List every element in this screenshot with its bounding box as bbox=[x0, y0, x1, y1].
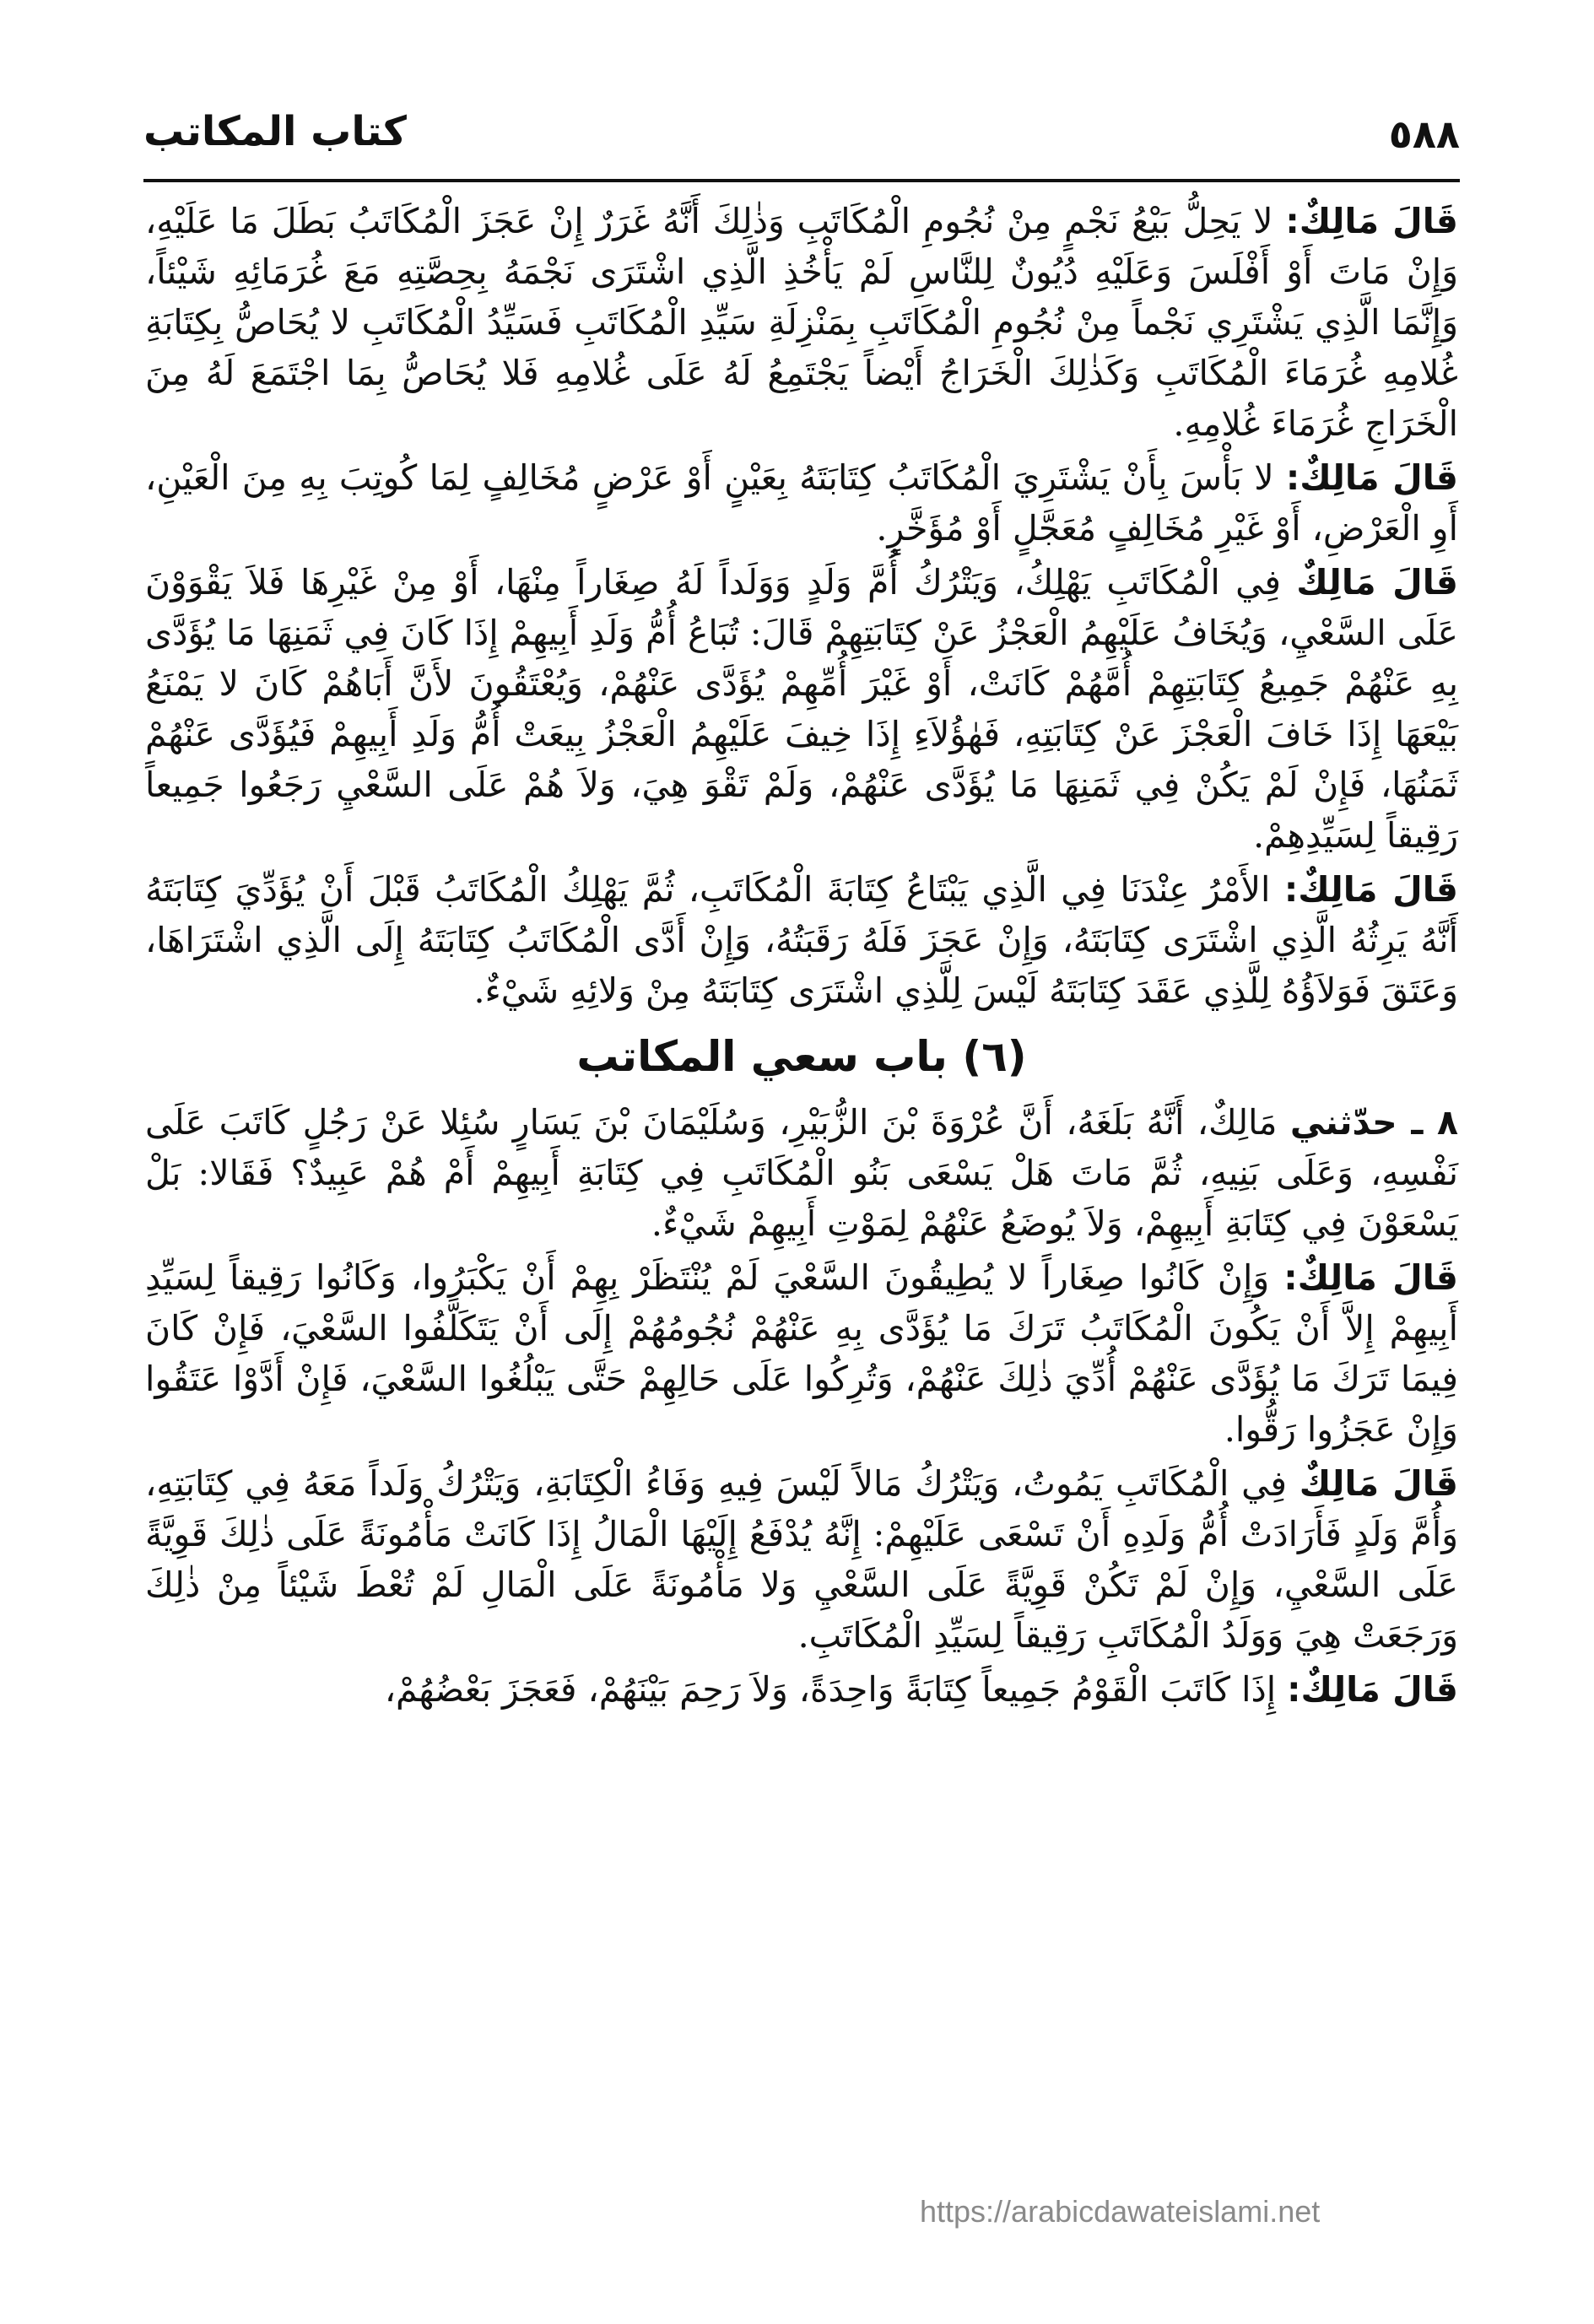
paragraph bbox=[145, 1664, 1458, 1715]
page-header bbox=[143, 108, 1460, 176]
paragraph-label: قَالَ مَالِكٌ: bbox=[1287, 1669, 1458, 1710]
running-title: كتاب المكاتب bbox=[143, 108, 407, 155]
header-rule bbox=[143, 179, 1460, 182]
paragraph-label: قَالَ مَالِكٌ: bbox=[1283, 1257, 1458, 1298]
body-text bbox=[145, 196, 1458, 1718]
paragraph-text: الأَمْرُ عِنْدَنَا فِي الَّذِي يَبْتَاعُ كِتَابَةَ الْمُكَاتَبِ، ثُمَّ يَهْلِكُ الْمُكَاتَبُ قَبْلَ أَنْ يُؤَدِّيَ كِتَابَتَهُ أَنَّهُ يَرِثُهُ الَّذِي اشْتَرَى كِتَابَتَهُ، وَإِنْ عَجَزَ فَلَهُ رَقَبَتُهُ، وَإِنْ أَدَّى الْمُكَاتَبُ كِتَابَتَهُ إِلَى الَّذِي اشْتَرَاهَا، وَعَتَقَ فَوَلاَؤُهُ لِلَّذِي عَقَدَ كِتَابَتَهُ لَيْسَ لِلَّذِي اشْتَرَى كِتَابَتَهُ مِنْ وَلائِهِ شَيْءٌ. bbox=[145, 869, 1458, 1011]
paragraph-label: قَالَ مَالِكٌ: bbox=[1285, 201, 1458, 241]
paragraph bbox=[145, 1097, 1458, 1249]
watermark-url: https://arabicdawateislami.net bbox=[920, 2194, 1321, 2229]
paragraph bbox=[145, 1252, 1458, 1455]
paragraph-label: قَالَ مَالِكٌ bbox=[1299, 1463, 1458, 1504]
paragraph bbox=[145, 864, 1458, 1016]
paragraph-text: مَالِكٌ، أَنَّهُ بَلَغَهُ، أَنَّ عُرْوَةَ بْنَ الزُّبَيْرِ، وَسُلَيْمَانَ بْنَ يَسَارٍ سُئِلا عَنْ رَجُلٍ كَاتَبَ عَلَى نَفْسِهِ، وَعَلَى بَنِيهِ، ثُمَّ مَاتَ هَلْ يَسْعَى بَنُو الْمُكَاتَبِ فِي كِتَابَةِ أَبِيهِمْ أَمْ هُمْ عَبِيدٌ؟ فَقَالا: بَلْ يَسْعَوْنَ فِي كِتَابَةِ أَبِيهِمْ، وَلاَ يُوضَعُ عَنْهُمْ لِمَوْتِ أَبِيهِمْ شَيْءٌ. bbox=[145, 1102, 1458, 1244]
paragraph-text: وَإِنْ كَانُوا صِغَاراً لا يُطِيقُونَ السَّعْيَ لَمْ يُنْتَظَرْ بِهِمْ أَنْ يَكْبَرُوا، وَكَانُوا رَقِيقاً لِسَيِّدِ أَبِيهِمْ إِلاَّ أَنْ يَكُونَ الْمُكَاتَبُ تَرَكَ مَا يُؤَدَّى بِهِ عَنْهُمْ نُجُومُهُمْ إِلَى أَنْ يَتَكَلَّفُوا السَّعْيَ، فَإِنْ كَانَ فِيمَا تَرَكَ مَا يُؤَدَّى عَنْهُمْ أُدِّيَ ذٰلِكَ عَنْهُمْ، وَتُرِكُوا عَلَى حَالِهِمْ حَتَّى يَبْلُغُوا السَّعْيَ، فَإِنْ أَدَّوْا عَتَقُوا وَإِنْ عَجَزُوا رَقُّوا. bbox=[145, 1257, 1458, 1450]
section-heading: (٦) باب سعي المكاتب bbox=[576, 1032, 1027, 1081]
paragraph-text: لا يَحِلُّ بَيْعُ نَجْمٍ مِنْ نُجُومِ الْمُكَاتَبِ وَذٰلِكَ أَنَّهُ غَرَرٌ إِنْ عَجَزَ الْمُكَاتَبُ بَطَلَ مَا عَلَيْهِ، وَإِنْ مَاتَ أَوْ أَفْلَسَ وَعَلَيْهِ دُيُونٌ لِلنَّاسِ لَمْ يَأْخُذِ الَّذِي اشْتَرَى نَجْمَهُ بِحِصَّتِهِ مَعَ غُرَمَائِهِ شَيْئاً، وَإِنَّمَا الَّذِي يَشْتَرِي نَجْماً مِنْ نُجُومِ الْمُكَاتَبِ بِمَنْزِلَةِ سَيِّدِ الْمُكَاتَبِ فَسَيِّدُ الْمُكَاتَبِ لا يُحَاصُّ بِكِتَابَةِ غُلامِهِ غُرَمَاءَ الْمُكَاتَبِ وَكَذٰلِكَ الْخَرَاجُ أَيْضاً يَجْتَمِعُ لَهُ عَلَى غُلامِهِ فَلا يُحَاصُّ بِمَا اجْتَمَعَ لَهُ مِنَ الْخَرَاجِ غُرَمَاءَ غُلامِهِ. bbox=[145, 201, 1458, 444]
paragraph-label: قَالَ مَالِكٌ bbox=[1296, 562, 1458, 603]
paragraph-label: قَالَ مَالِكٌ: bbox=[1283, 869, 1458, 910]
paragraph bbox=[145, 1458, 1458, 1661]
paragraph bbox=[145, 196, 1458, 449]
paragraph-text: فِي الْمُكَاتَبِ يَهْلِكُ، وَيَتْرُكُ أُمَّ وَلَدٍ وَوَلَداً لَهُ صِغَاراً مِنْهَا، أَوْ مِنْ غَيْرِهَا فَلاَ يَقْوَوْنَ عَلَى السَّعْيِ، وَيُخَافُ عَلَيْهِمُ الْعَجْزُ عَنْ كِتَابَتِهِمْ قَالَ: تُبَاعُ أُمُّ وَلَدِ أَبِيهِمْ إِذَا كَانَ فِي ثَمَنِهَا مَا يُؤَدَّى بِهِ عَنْهُمْ جَمِيعُ كِتَابَتِهِمْ أُمَّهُمْ كَانَتْ، أَوْ غَيْرَ أُمِّهِمْ يُؤَدَّى عَنْهُمْ، وَيُعْتَقُونَ لأَنَّ أَبَاهُمْ كَانَ لا يَمْنَعُ بَيْعَهَا إِذَا خَافَ الْعَجْزَ عَنْ كِتَابَتِهِ، فَهٰؤُلاَءِ إِذَا خِيفَ عَلَيْهِمُ الْعَجْزُ بِيعَتْ أُمُّ وَلَدِ أَبِيهِمْ فَيُؤَدَّى عَنْهُمْ ثَمَنُهَا، فَإِنْ لَمْ يَكُنْ فِي ثَمَنِهَا مَا يُؤَدَّى عَنْهُمْ، وَلَمْ تَقْوَ هِيَ، وَلاَ هُمْ عَلَى السَّعْيِ رَجَعُوا جَمِيعاً رَقِيقاً لِسَيِّدِهِمْ. bbox=[145, 562, 1458, 856]
paragraph-text: فِي الْمُكَاتَبِ يَمُوتُ، وَيَتْرُكُ مَالاً لَيْسَ فِيهِ وَفَاءُ الْكِتَابَةِ، وَيَتْرُكُ وَلَداً مَعَهُ فِي كِتَابَتِهِ، وَأُمَّ وَلَدٍ فَأَرَادَتْ أُمُّ وَلَدِهِ أَنْ تَسْعَى عَلَيْهِمْ: إِنَّهُ يُدْفَعُ إِلَيْهَا الْمَالُ إِذَا كَانَتْ مَأْمُونَةً عَلَى ذٰلِكَ قَوِيَّةً عَلَى السَّعْيِ، وَإِنْ لَمْ تَكُنْ قَوِيَّةً عَلَى السَّعْيِ وَلا مَأْمُونَةً عَلَى الْمَالِ لَمْ تُعْطَ شَيْئاً مِنْ ذٰلِكَ وَرَجَعَتْ هِيَ وَوَلَدُ الْمُكَاتَبِ رَقِيقاً لِسَيِّدِ الْمُكَاتَبِ. bbox=[145, 1463, 1458, 1656]
paragraph-text: لا بَأْسَ بِأَنْ يَشْتَرِيَ الْمُكَاتَبُ كِتَابَتَهُ بِعَيْنٍ أَوْ عَرْضٍ مُخَالِفٍ لِمَا كُوتِبَ بِهِ مِنَ الْعَيْنِ، أَوِ الْعَرْضِ، أَوْ غَيْرِ مُخَالِفٍ مُعَجَّلٍ أَوْ مُؤَخَّرٍ. bbox=[145, 457, 1458, 549]
paragraph-text: إِذَا كَاتَبَ الْقَوْمُ جَمِيعاً كِتَابَةً وَاحِدَةً، وَلاَ رَحِمَ بَيْنَهُمْ، فَعَجَزَ بَعْضُهُمْ، bbox=[384, 1669, 1288, 1710]
paragraph bbox=[145, 557, 1458, 861]
paragraph bbox=[145, 452, 1458, 554]
paragraph-label: ٨ ـ حدّثني bbox=[1289, 1102, 1458, 1143]
page-number: ٥٨٨ bbox=[1388, 111, 1460, 157]
paragraph-label: قَالَ مَالِكٌ: bbox=[1285, 457, 1458, 498]
